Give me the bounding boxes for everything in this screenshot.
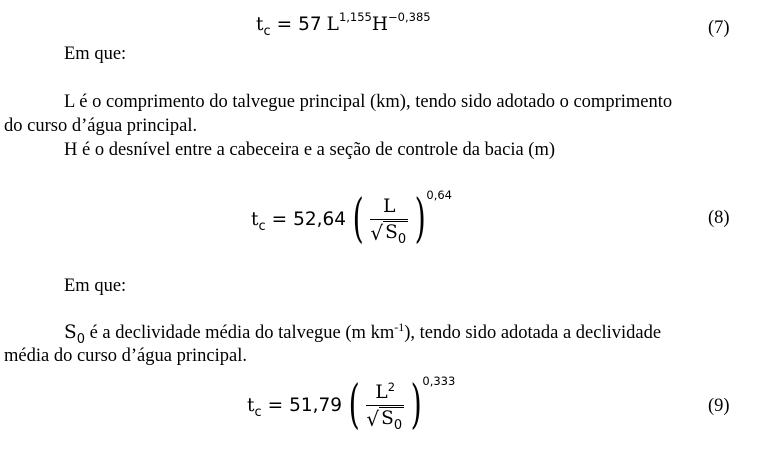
eq9-den-var: S [381, 407, 394, 429]
eq8-sqrt-icon: √ [370, 220, 384, 245]
eq8-left-paren: ( [352, 189, 364, 249]
eq8-den-sub: 0 [397, 231, 407, 247]
equation-8 [251, 186, 452, 252]
s0-definition-line-2: média do curso d’água principal. [4, 346, 247, 366]
eq8-lhs [251, 208, 266, 234]
eq7-exp-h: −0,385 [388, 9, 431, 24]
eq9-lhs [247, 394, 262, 420]
eq9-coef: 51,79 [289, 394, 343, 416]
eq7-var-l: L [326, 14, 339, 35]
eq8-denominator [370, 220, 408, 247]
equation-9-number: (9) [708, 396, 730, 416]
equation-9 [247, 372, 455, 438]
l-definition-line-1: L é o comprimento do talvegue principal (km), tendo sido adotado o comprimento [64, 92, 673, 112]
eq8-den-var: S [385, 221, 398, 243]
eq9-equals: = [267, 394, 284, 416]
h-definition: H é o desnível entre a cabeceira e a seção de controle da bacia (m) [64, 140, 555, 160]
equation-7-number: (7) [708, 18, 730, 38]
eq8-numerator: L [383, 195, 396, 217]
eq8-exponent: 0,64 [426, 188, 452, 202]
s0-definition-line-1 [64, 320, 662, 347]
eq9-den-sub: 0 [393, 417, 403, 433]
eq9-right-paren: ) [410, 375, 422, 435]
eq9-exponent: 0,333 [422, 374, 456, 388]
s0-text-a: é a declividade média do talvegue (m km [84, 323, 395, 343]
eq8-lhs-base: t [251, 208, 259, 230]
eq7-exp-l: 1,155 [338, 9, 372, 24]
eq7-var-h: H [371, 14, 389, 35]
eq8-lhs-sub: c [258, 218, 266, 234]
eq9-lhs-base: t [247, 394, 255, 416]
eq9-numerator [371, 379, 399, 405]
em-que-label-1: Em que: [64, 44, 127, 64]
eq9-fraction [366, 379, 404, 433]
eq7-equals: = [276, 14, 293, 35]
em-que-label-2: Em que: [64, 276, 127, 296]
eq8-fraction [370, 195, 408, 247]
eq9-sqrt-icon: √ [366, 406, 380, 431]
s0-text-sup: -1 [394, 320, 405, 334]
eq9-num-sup: 2 [387, 379, 396, 394]
eq8-right-paren: ) [414, 189, 426, 249]
l-definition-line-2: do curso d’água principal. [4, 116, 198, 136]
eq7-lhs-sub: c [263, 24, 271, 39]
eq9-left-paren: ( [348, 375, 360, 435]
equation-7 [256, 9, 431, 39]
s0-symbol-sub: 0 [76, 332, 85, 347]
eq7-lhs [256, 14, 271, 39]
s0-symbol: S [64, 322, 77, 343]
eq7-lhs-base: t [256, 14, 264, 35]
eq9-lhs-sub: c [254, 404, 262, 420]
s0-text-b: ), tendo sido adotada a declividade [404, 323, 662, 343]
equation-8-number: (8) [708, 208, 730, 228]
eq7-coef: 57 [298, 14, 322, 35]
eq9-num-var: L [375, 381, 388, 403]
eq8-equals: = [271, 208, 288, 230]
eq8-radicand [383, 221, 408, 247]
eq9-radicand [379, 407, 404, 433]
eq9-denominator [366, 406, 404, 433]
eq8-coef: 52,64 [293, 208, 347, 230]
